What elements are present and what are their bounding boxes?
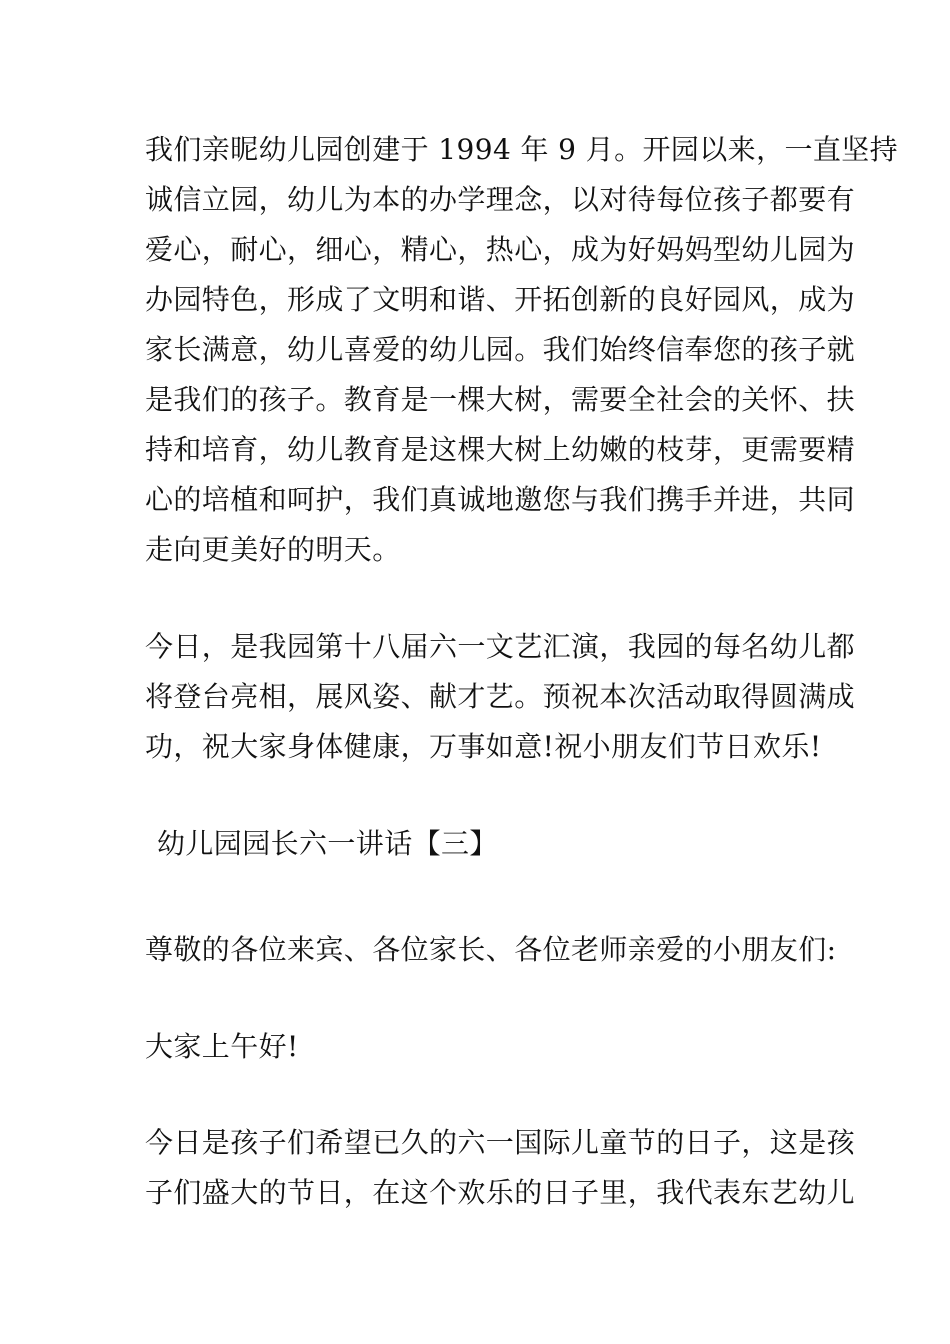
paragraph-2-line-2: 将登台亮相，展风姿、献才艺。预祝本次活动取得圆满成 — [145, 680, 856, 713]
paragraph-3-line-1: 今日是孩子们希望已久的六一国际儿童节的日子，这是孩 — [145, 1126, 856, 1159]
paragraph-1-line-9: 走向更美好的明天。 — [145, 533, 401, 566]
paragraph-2-line-3: 功，祝大家身体健康，万事如意!祝小朋友们节日欢乐! — [145, 730, 822, 763]
paragraph-2-line-1: 今日，是我园第十八届六一文艺汇演，我园的每名幼儿都 — [145, 630, 856, 663]
paragraph-1-line-2: 诚信立园，幼儿为本的办学理念，以对待每位孩子都要有 — [145, 183, 856, 216]
paragraph-1-line-7: 持和培育，幼儿教育是这棵大树上幼嫩的枝芽，更需要精 — [145, 433, 856, 466]
paragraph-1-line-6: 是我们的孩子。教育是一棵大树，需要全社会的关怀、扶 — [145, 383, 856, 416]
greeting: 大家上午好! — [145, 1030, 299, 1063]
paragraph-1-line-3: 爱心，耐心，细心，精心，热心，成为好妈妈型幼儿园为 — [145, 233, 856, 266]
paragraph-1-line-1: 我们亲昵幼儿园创建于 1994 年 9 月。开园以来，一直坚持 — [145, 133, 899, 166]
paragraph-1-line-5: 家长满意，幼儿喜爱的幼儿园。我们始终信奉您的孩子就 — [145, 333, 856, 366]
paragraph-1-line-4: 办园特色，形成了文明和谐、开拓创新的良好园风，成为 — [145, 283, 856, 316]
section-heading: 幼儿园园长六一讲话【三】 — [157, 827, 498, 860]
paragraph-3-line-2: 子们盛大的节日，在这个欢乐的日子里，我代表东艺幼儿 — [145, 1176, 856, 1209]
paragraph-1-line-8: 心的培植和呵护，我们真诚地邀您与我们携手并进，共同 — [145, 483, 856, 516]
salutation: 尊敬的各位来宾、各位家长、各位老师亲爱的小朋友们: — [145, 933, 837, 966]
